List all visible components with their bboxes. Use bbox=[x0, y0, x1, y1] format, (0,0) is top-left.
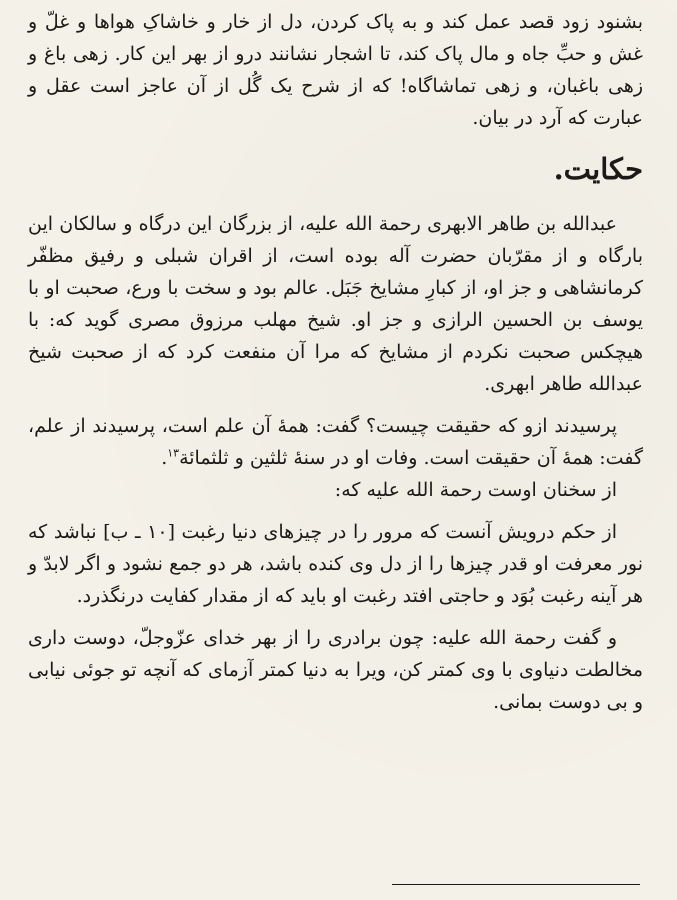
paragraph-saying-two: و گفت رحمة الله علیه: چون برادری را از بهر خدای عزّوجلّ، دوست داری مخالطت دنیاوی با وی کمتر کن، ویرا به دنیا کمتر آزمای که آنچه تو جوئی نیابی و بی دوست بمانی. bbox=[28, 627, 643, 713]
footnote-separator-rule bbox=[392, 884, 640, 885]
paragraph-saying-one: از حکم درویش آنست که مرور را در چیزهای دنیا رغبت [۱۰ ـ ب] نباشد که نور معرفت او قدر چیزها را از دل وی کنده باشد، هر دو جمع نشود و اگر لابدّ و هر آینه رغبت بُوَد و حاجتی افتد رغبت او باید که از مقدار کفایت درنگذرد. bbox=[28, 521, 643, 607]
footnote-marker: ۱۳ bbox=[167, 446, 180, 460]
paragraph-question-text: پرسیدند ازو که حقیقت چیست؟ گفت: همهٔ آن علم است، پرسیدند از علم، گفت: همهٔ آن حقیقت است. وفات او در سنهٔ ثلثین و ثلثمائة bbox=[28, 415, 643, 469]
section-heading: حکایت. bbox=[553, 152, 643, 186]
paragraph-intro: بشنود زود قصد عمل کند و به پاک کردن، دل از خار و خاشاکِ هواها و غلّ و غش و حبِّ جاه و مال پاک کند، تا اشجار نشانند درو از بهر این کار. زهی باغ و زهی باغبان، و زهی تماشاگاه! که از شرح یک گُل از آن عاجز است عقل و عبارت که آرد در بیان. bbox=[28, 11, 643, 129]
paragraph-sayings-intro: از سخنان اوست رحمة الله علیه که: bbox=[334, 479, 617, 501]
paragraph-question: پرسیدند ازو که حقیقت چیست؟ گفت: همهٔ آن علم است، پرسیدند از علم، گفت: همهٔ آن حقیقت است. وفات او در سنهٔ ثلثین و ثلثمائة$^{۱۳}$. bbox=[28, 415, 643, 469]
body-text bbox=[28, 6, 643, 718]
paragraph-biography: عبدالله بن طاهر الابهری رحمة الله علیه، از بزرگان این درگاه و سالکان این بارگاه و از مقرّبان حضرت آله بوده است، از اقران شبلی و رفیق مظفّر کرمانشاهی و جز او، از کبارِ مشایخ جَبَل. عالم بود و سخت با ورع، صحبت او با یوسف بن الحسین الرازی و جز او. شیخ مهلب مرزوق مصری گوید که: با هیچکس صحبت نکردم از مشایخ که مرا آن منفعت کرد که از صحبت شیخ عبدالله طاهر ابهری. bbox=[28, 213, 643, 395]
